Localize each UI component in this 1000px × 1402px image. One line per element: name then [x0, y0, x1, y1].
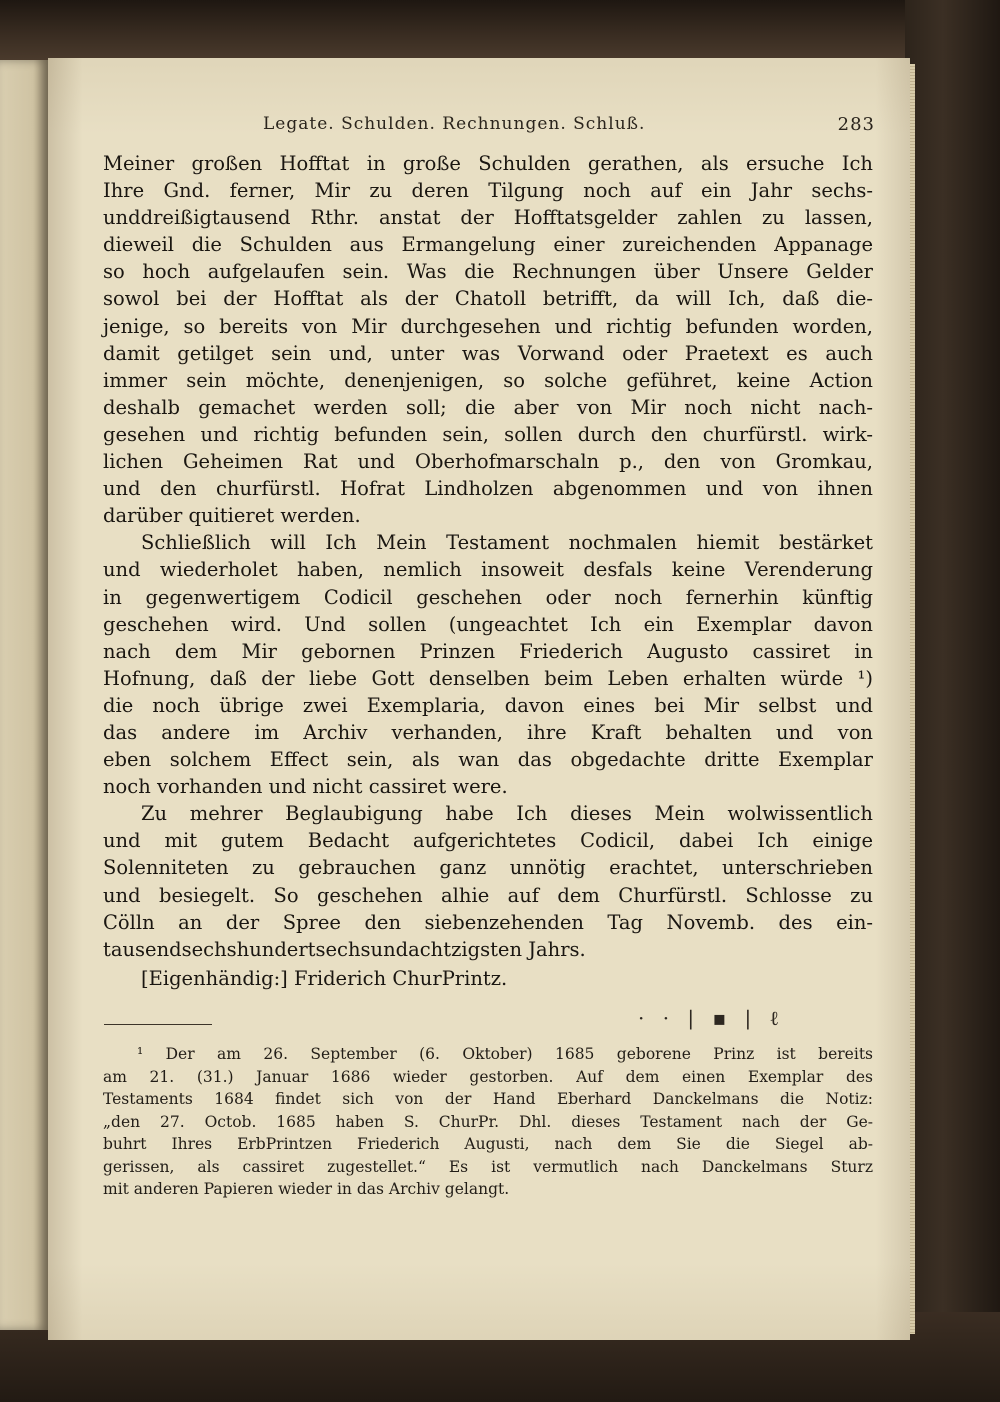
text-line: das andere im Archiv verhanden, ihre Kraft behalten und von	[103, 720, 873, 744]
book-page	[48, 58, 910, 1340]
footnote	[103, 1043, 873, 1201]
text-line: Hofnung, daß der liebe Gott denselben beim Leben erhalten würde ¹)	[103, 666, 873, 690]
footnote-line: Testaments 1684 findet sich von der Hand Eberhard Danckelmans die Notiz:	[103, 1090, 873, 1108]
text-line: die noch übrige zwei Exemplaria, davon eines bei Mir selbst und	[103, 693, 873, 717]
text-line: und wiederholet haben, nemlich insoweit desfals keine Verenderung	[103, 558, 873, 582]
footnote-line: mit anderen Papieren wieder in das Archiv gelangt.	[103, 1180, 510, 1198]
facing-page-edge	[0, 60, 48, 1330]
text-line: damit getilget sein und, unter was Vorwand oder Praetext es auch	[103, 341, 873, 365]
text-line: gesehen und richtig befunden sein, sollen durch den churfürstl. wirk-	[103, 422, 873, 446]
text-line: und den churfürstl. Hofrat Lindholzen abgenommen und von ihnen	[103, 477, 873, 501]
text-line: in gegenwertigem Codicil geschehen oder noch fernerhin künftig	[103, 585, 873, 609]
text-line: dieweil die Schulden aus Ermangelung einer zureichenden Appanage	[103, 233, 873, 257]
footnote-line: „den 27. Octob. 1685 haben S. ChurPr. Dhl. dieses Testament nach der Ge-	[103, 1112, 873, 1131]
text-line: so hoch aufgelaufen sein. Was die Rechnungen über Unsere Gelder	[103, 260, 873, 284]
text-line: geschehen wird. Und sollen (ungeachtet Ich ein Exemplar davon	[103, 612, 873, 636]
text-line: jenige, so bereits von Mir durchgesehen und richtig befunden worden,	[103, 314, 873, 338]
text-line: Zu mehrer Beglaubigung habe Ich dieses Mein wolwissentlich	[141, 802, 873, 826]
text-line: und besiegelt. So geschehen alhie auf dem Churfürstl. Schlosse zu	[103, 883, 873, 907]
signature-line: [Eigenhändig:] Friderich ChurPrintz.	[141, 966, 508, 990]
page-number: 283	[837, 114, 875, 135]
text-line: Meiner großen Hofftat in große Schulden gerathen, als ersuche Ich	[103, 152, 873, 175]
text-line: noch vorhanden und nicht cassiret were.	[103, 775, 508, 799]
text-line: Ihre Gnd. ferner, Mir zu deren Tilgung noch auf ein Jahr sechs-	[103, 179, 873, 203]
text-line: Cölln an der Spree den siebenzehenden Tag Novemb. des ein-	[103, 910, 873, 934]
text-line: tausendsechshundertsechsundachtzigsten Jahrs.	[103, 937, 586, 961]
text-line: lichen Geheimen Rat und Oberhofmarschaln p., den von Gromkau,	[103, 450, 873, 474]
printer-marks: · · | ▪ | ℓ	[638, 1006, 786, 1030]
footnote-line: buhrt Ihres ErbPrintzen Friederich Augusti, nach dem Sie die Siegel ab-	[103, 1135, 873, 1153]
text-line: sowol bei der Hofftat als der Chatoll betrifft, da will Ich, daß die-	[103, 287, 873, 311]
text-line: darüber quitieret werden.	[103, 504, 361, 528]
text-line: immer sein möchte, denenjenigen, so solche geführet, keine Action	[103, 368, 873, 392]
text-line: eben solchem Effect sein, als wan das obgedachte dritte Exemplar	[103, 748, 873, 772]
running-head: Legate. Schulden. Rechnungen. Schluß.	[263, 114, 646, 134]
text-line: nach dem Mir gebornen Prinzen Friederich Augusto cassiret in	[103, 639, 873, 663]
page-header	[103, 114, 883, 144]
text-line: und mit gutem Bedacht aufgerichtetes Codicil, dabei Ich einige	[103, 829, 873, 853]
footnote-line: gerissen, als cassiret zugestellet.“ Es ist vermutlich nach Danckelmans Sturz	[103, 1157, 873, 1176]
body-text	[103, 150, 873, 992]
book-cover-top	[0, 0, 1000, 60]
footnote-rule	[104, 1024, 212, 1025]
book-cover-right	[905, 0, 1000, 1402]
text-line: Solenniteten zu gebrauchen ganz unnötig erachtet, unterschrieben	[103, 856, 873, 880]
text-line: unddreißigtausend Rthr. anstat der Hofftatsgelder zahlen zu lassen,	[103, 206, 873, 230]
text-line: deshalb gemachet werden soll; die aber von Mir noch nicht nach-	[103, 395, 873, 419]
text-line: Schließlich will Ich Mein Testament nochmalen hiemit bestärket	[141, 531, 873, 555]
footnote-line: am 21. (31.) Januar 1686 wieder gestorben. Auf dem einen Exemplar des	[103, 1067, 873, 1086]
footnote-line: ¹ Der am 26. September (6. Oktober) 1685 geborene Prinz ist bereits	[137, 1045, 873, 1063]
